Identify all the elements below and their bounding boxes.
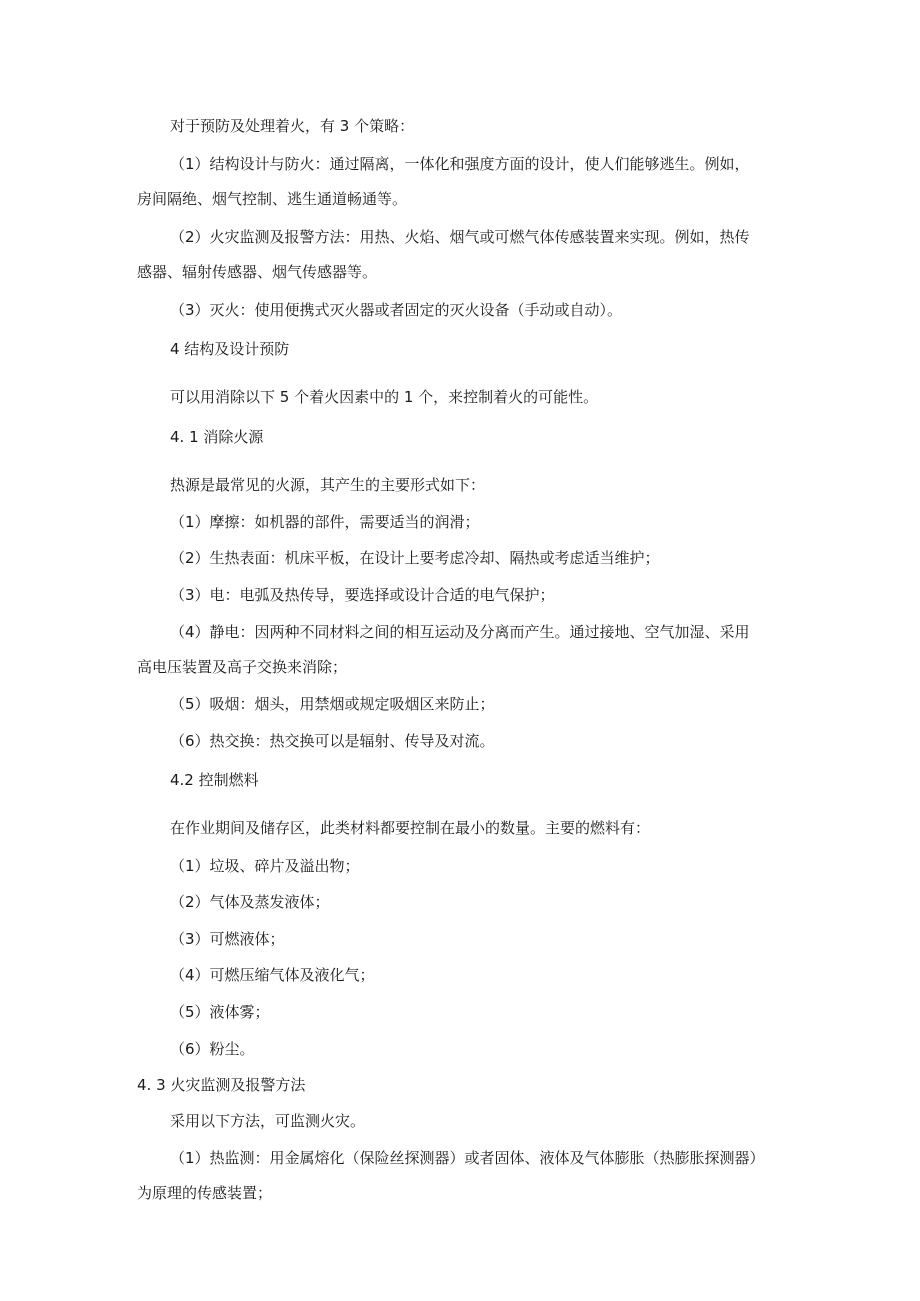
section-4-1-paragraph: 热源是最常见的火源，其产生的主要形式如下：: [170, 476, 486, 494]
heat-source-item-2: （2）生热表面：机床平板，在设计上要考虑冷却、隔热或考虑适当维护；: [170, 549, 660, 567]
heat-source-item-3: （3）电：电弧及热传导，要选择或设计合适的电气保护；: [170, 586, 555, 604]
strategy-item-3: （3）灭火：使用便携式灭火器或者固定的灭火设备（手动或自动）。: [170, 301, 623, 319]
fuel-item-1: （1）垃圾、碎片及溢出物；: [170, 857, 360, 875]
heat-source-item-4-continued: 高电压装置及高子交换来消除；: [137, 658, 348, 676]
section-4-2-heading: 4.2 控制燃料: [170, 771, 259, 789]
heat-source-item-5: （5）吸烟：烟头，用禁烟或规定吸烟区来防止；: [170, 695, 495, 713]
fuel-item-2: （2）气体及蒸发液体；: [170, 893, 330, 911]
section-4-heading: 4 结构及设计预防: [170, 340, 290, 358]
heat-source-item-6: （6）热交换：热交换可以是辐射、传导及对流。: [170, 732, 495, 750]
detection-item-1-continued: 为原理的传感装置；: [137, 1184, 273, 1202]
section-4-2-paragraph: 在作业期间及储存区，此类材料都要控制在最小的数量。主要的燃料有：: [170, 819, 651, 837]
section-4-3-heading: 4. 3 火灾监测及报警方法: [137, 1076, 306, 1094]
section-4-paragraph: 可以用消除以下 5 个着火因素中的 1 个，来控制着火的可能性。: [170, 388, 599, 406]
strategy-item-2-continued: 感器、辐射传感器、烟气传感器等。: [137, 263, 378, 281]
fuel-item-4: （4）可燃压缩气体及液化气；: [170, 966, 375, 984]
detection-item-1: （1）热监测：用金属熔化（保险丝探测器）或者固体、液体及气体膨胀（热膨胀探测器）: [170, 1149, 765, 1167]
strategy-item-2: （2）火灾监测及报警方法：用热、火焰、烟气或可燃气体传感装置来实现。例如，热传: [170, 228, 750, 246]
fuel-item-3: （3）可燃液体；: [170, 930, 285, 948]
heat-source-item-1: （1）摩擦：如机器的部件，需要适当的润滑；: [170, 513, 480, 531]
strategy-item-1-continued: 房间隔绝、烟气控制、逃生通道畅通等。: [137, 190, 408, 208]
intro-paragraph: 对于预防及处理着火，有 3 个策略：: [170, 117, 415, 135]
section-4-1-heading: 4. 1 消除火源: [170, 428, 264, 446]
fuel-item-5: （5）液体雾；: [170, 1003, 270, 1021]
strategy-item-1: （1）结构设计与防火：通过隔离，一体化和强度方面的设计，使人们能够逃生。例如，: [170, 155, 750, 173]
fuel-item-6: （6）粉尘。: [170, 1040, 255, 1058]
section-4-3-paragraph: 采用以下方法，可监测火灾。: [170, 1112, 366, 1130]
heat-source-item-4: （4）静电：因两种不同材料之间的相互运动及分离而产生。通过接地、空气加湿、采用: [170, 623, 750, 641]
